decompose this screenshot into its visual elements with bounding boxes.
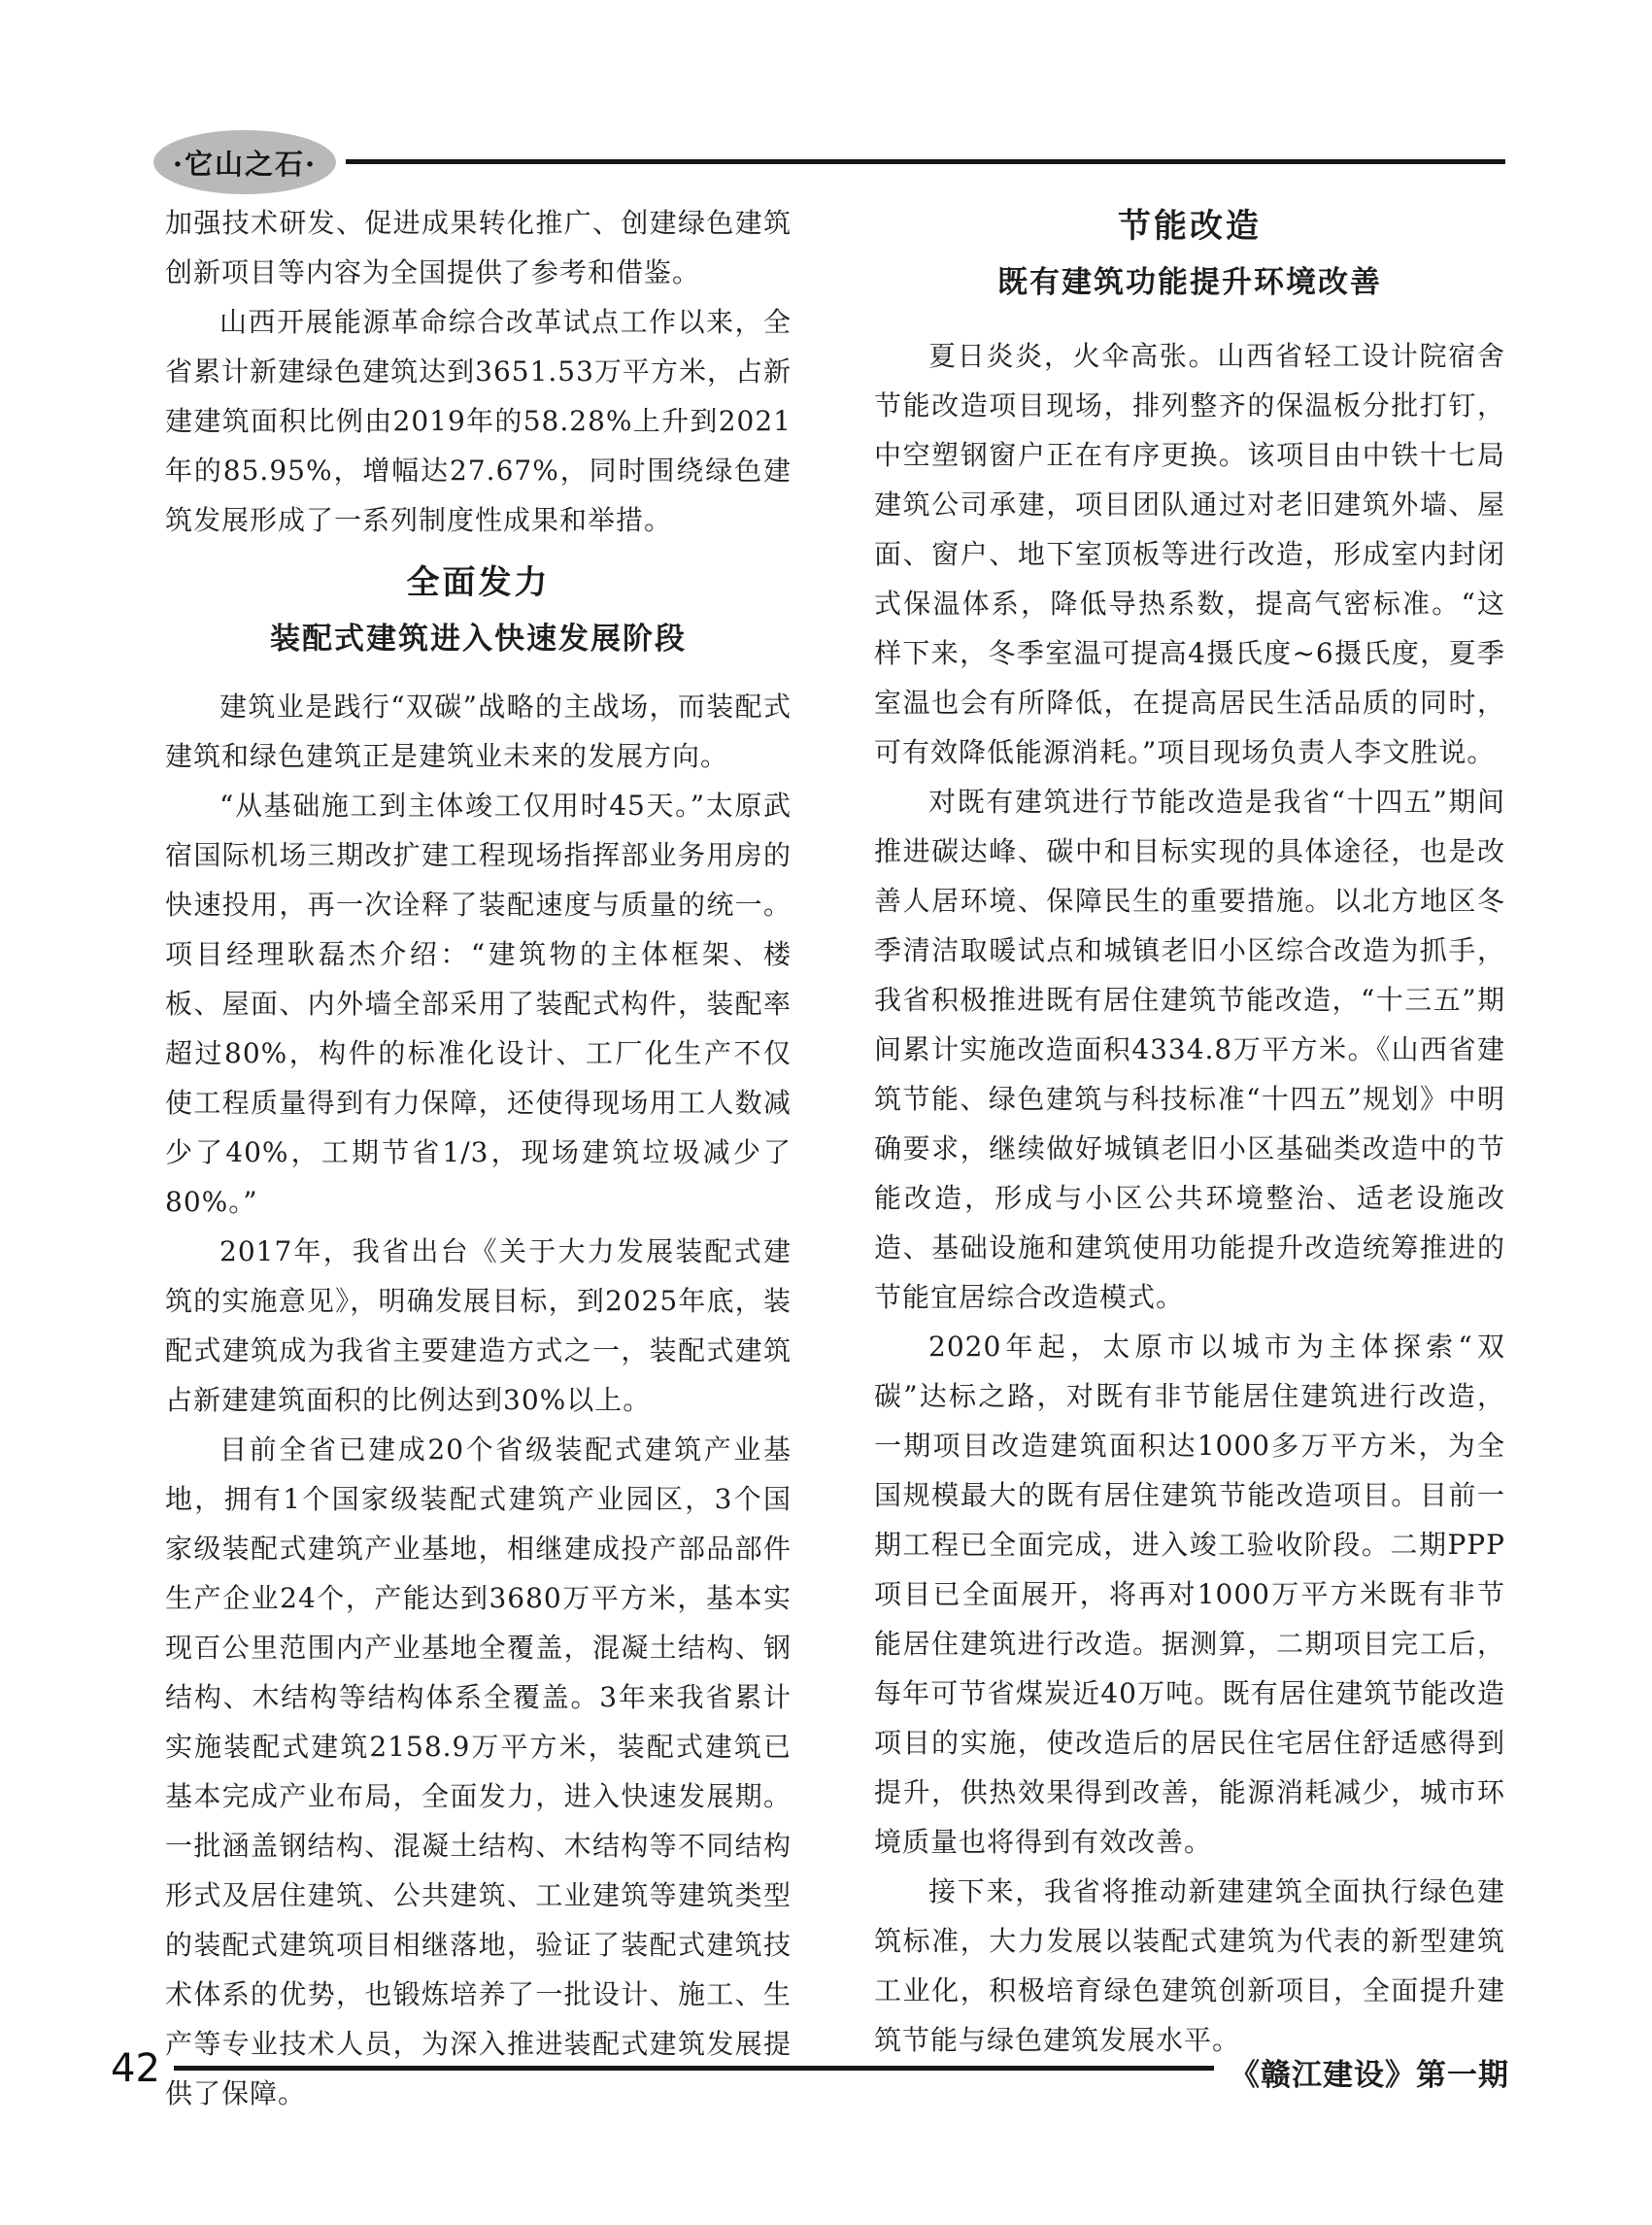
section-subheading: 既有建筑功能提升环境改善 — [997, 265, 1382, 300]
section-heading: 节能改造 — [1118, 207, 1262, 246]
left-column — [165, 198, 792, 2118]
paragraph: 加强技术研发、促进成果转化推广、创建绿色建筑创新项目等内容为全国提供了参考和借鉴。 — [165, 207, 792, 288]
paragraph: “从基础施工到主体竣工仅用时45天。”太原武宿国际机场三期改扩建工程现场指挥部业务用房的快速投用，再一次诠释了装配速度与质量的统一。项目经理耿磊杰介绍：“建筑物的主体框架、楼板、屋面、内外墙全部采用了装配式构件，装配率超过80%，构件的标准化设计、工厂化生产不仅使工程质量得到有力保障，还使得现场用工人数减少了40%，工期节省1/3，现场建筑垃圾减少了80%。” — [165, 790, 792, 1218]
paragraph: 接下来，我省将推动新建建筑全面执行绿色建筑标准，大力发展以装配式建筑为代表的新型建筑工业化，积极培育绿色建筑创新项目，全面提升建筑节能与绿色建筑发展水平。 — [874, 1875, 1505, 2056]
header-rule — [346, 159, 1505, 164]
page-number: 42 — [111, 2045, 160, 2091]
paragraph: 夏日炎炎，火伞高张。山西省轻工设计院宿舍节能改造项目现场，排列整齐的保温板分批打钉，中空塑钢窗户正在有序更换。该项目由中铁十七局建筑公司承建，项目团队通过对老旧建筑外墙、屋面、窗户、地下室顶板等进行改造，形成室内封闭式保温体系，降低导热系数，提高气密标准。“这样下来，冬季室温可提高4摄氏度~6摄氏度，夏季室温也会有所降低，在提高居民生活品质的同时，可有效降低能源消耗。”项目现场负责人李文胜说。 — [874, 340, 1505, 768]
section-heading: 全面发力 — [406, 563, 551, 602]
paragraph: 山西开展能源革命综合改革试点工作以来，全省累计新建绿色建筑达到3651.53万平方米，占新建建筑面积比例由2019年的58.28%上升到2021年的85.95%，增幅达27.67%，同时围绕绿色建筑发展形成了一系列制度性成果和举措。 — [165, 306, 792, 536]
footer-rule — [174, 2066, 1214, 2071]
section-badge-label: ·它山之石· — [172, 147, 318, 181]
paragraph: 对既有建筑进行节能改造是我省“十四五”期间推进碳达峰、碳中和目标实现的具体途径，也是改善人居环境、保障民生的重要措施。以北方地区冬季清洁取暖试点和城镇老旧小区综合改造为抓手，我省积极推进既有居住建筑节能改造，“十三五”期间累计实施改造面积4334.8万平方米。《山西省建筑节能、绿色建筑与科技标准“十四五”规划》中明确要求，继续做好城镇老旧小区基础类改造中的节能改造，形成与小区公共环境整治、适老设施改造、基础设施和建筑使用功能提升改造统筹推进的节能宜居综合改造模式。 — [874, 786, 1505, 1313]
article-body — [165, 198, 1505, 2118]
section-subheading: 装配式建筑进入快速发展阶段 — [270, 622, 687, 657]
page-footer — [111, 2042, 1509, 2094]
journal-issue-label: 《赣江建设》第一期 — [1230, 2058, 1509, 2093]
paragraph: 目前全省已建成20个省级装配式建筑产业基地，拥有1个国家级装配式建筑产业园区，3个国家级装配式建筑产业基地，相继建成投产部品部件生产企业24个，产能达到3680万平方米，基本实现百公里范围内产业基地全覆盖，混凝土结构、钢结构、木结构等结构体系全覆盖。3年来我省累计实施装配式建筑2158.9万平方米，装配式建筑已基本完成产业布局，全面发力，进入快速发展期。一批涵盖钢结构、混凝土结构、木结构等不同结构形式及居住建筑、公共建筑、工业建筑等建筑类型的装配式建筑项目相继落地，验证了装配式建筑技术体系的优势，也锻炼培养了一批设计、施工、生产等专业技术人员，为深入推进装配式建筑发展提供了保障。 — [165, 1433, 792, 2109]
paragraph: 2017年，我省出台《关于大力发展装配式建筑的实施意见》，明确发展目标，到2025年底，装配式建筑成为我省主要建造方式之一，装配式建筑占新建建筑面积的比例达到30%以上。 — [165, 1235, 792, 1416]
paragraph: 建筑业是践行“双碳”战略的主战场，而装配式建筑和绿色建筑正是建筑业未来的发展方向。 — [165, 691, 792, 772]
right-column — [874, 198, 1505, 2118]
paragraph: 2020年起，太原市以城市为主体探索“双碳”达标之路，对既有非节能居住建筑进行改造，一期项目改造建筑面积达1000多万平方米，为全国规模最大的既有居住建筑节能改造项目。目前一期工程已全面完成，进入竣工验收阶段。二期PPP项目已全面展开，将再对1000万平方米既有非节能居住建筑进行改造。据测算，二期项目完工后，每年可节省煤炭近40万吨。既有居住建筑节能改造项目的实施，使改造后的居民住宅居住舒适感得到提升，供热效果得到改善，能源消耗减少，城市环境质量也将得到有效改善。 — [874, 1331, 1505, 1858]
section-badge — [153, 130, 336, 194]
